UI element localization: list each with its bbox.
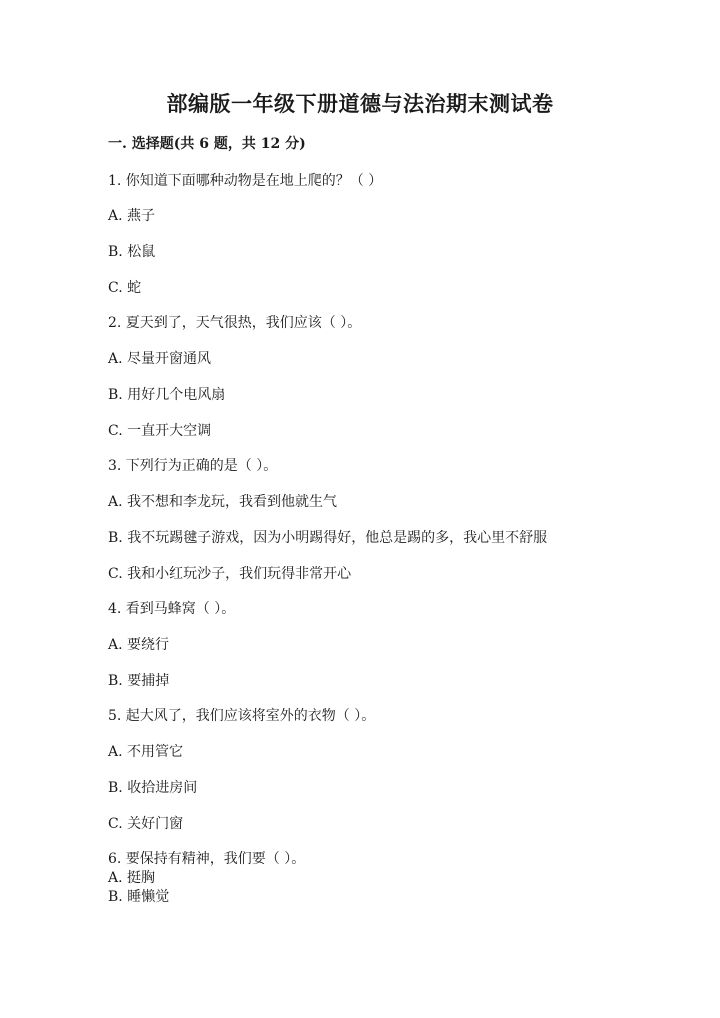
question-3-stem: 3. 下列行为正确的是（ ）。 <box>108 458 278 474</box>
question-5-option-c: C. 关好门窗 <box>108 816 184 832</box>
question-2-stem: 2. 夏天到了，天气很热，我们应该（ ）。 <box>108 315 362 331</box>
question-2-option-c: C. 一直开大空调 <box>108 423 212 439</box>
section-heading: 一. 选择题(共 6 题，共 12 分) <box>108 136 306 152</box>
question-2-option-b: B. 用好几个电风扇 <box>108 387 226 403</box>
question-6-option-b: B. 睡懒觉 <box>108 889 170 905</box>
question-6-stem: 6. 要保持有精神，我们要（ ）。 <box>108 851 306 867</box>
question-4-stem: 4. 看到马蜂窝（ ）。 <box>108 601 236 617</box>
question-6-option-a: A. 挺胸 <box>108 870 156 886</box>
question-1-option-a: A. 燕子 <box>108 208 156 224</box>
question-4-option-b: B. 要捕掉 <box>108 673 170 689</box>
question-1-stem: 1. 你知道下面哪种动物是在地上爬的？（ ） <box>108 173 383 189</box>
question-3-option-a: A. 我不想和李龙玩，我看到他就生气 <box>108 494 338 510</box>
question-3-option-c: C. 我和小红玩沙子，我们玩得非常开心 <box>108 566 352 582</box>
question-4-option-a: A. 要绕行 <box>108 637 170 653</box>
question-3-option-b: B. 我不玩踢毽子游戏，因为小明踢得好，他总是踢的多，我心里不舒服 <box>108 530 548 546</box>
question-2-option-a: A. 尽量开窗通风 <box>108 351 212 367</box>
question-5-stem: 5. 起大风了，我们应该将室外的衣物（ ）。 <box>108 708 376 724</box>
question-5-option-b: B. 收拾进房间 <box>108 780 198 796</box>
question-1-option-c: C. 蛇 <box>108 280 142 296</box>
question-5-option-a: A. 不用管它 <box>108 744 184 760</box>
question-1-option-b: B. 松鼠 <box>108 244 156 260</box>
document-title: 部编版一年级下册道德与法治期末测试卷 <box>166 91 554 116</box>
